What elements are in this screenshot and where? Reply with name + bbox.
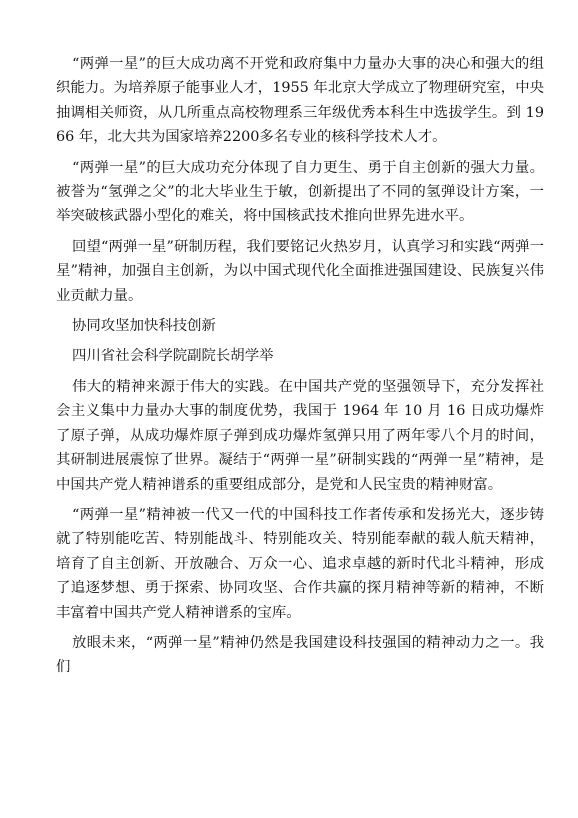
section-heading: 协同攻坚加快科技创新 (72, 318, 216, 335)
paragraph-spirit-inheritance: “两弹一星”精神被一代又一代的中国科技工作者传承和发扬光大，逐步铸就了特别能吃苦、特别能战斗、特别能攻关、特别能奉献的载人航天精神，培育了自主创新、开放融合、万众一心、追求卓越的新时代北斗精神，形成了追逐梦想、勇于探索、协同攻坚、合作共赢的探月精神等新的精神，不断丰富着中国共产党人精神谱系的宝库。 (56, 506, 544, 621)
paragraph-organizational-capacity: “两弹一星”的巨大成功离不开党和政府集中力量办大事的决心和强大的组织能力。为培养原子能事业人才，1955 年北京大学成立了物理研究室，中央抽调相关师资，从几所重点高校物理系三年级优秀本科生中选拔学生。到 1966 年，北大共为国家培养2200多名专业的核科学技术人才。 (56, 56, 544, 146)
paragraph-great-practice: 伟大的精神来源于伟大的实践。在中国共产党的坚强领导下，充分发挥社会主义集中力量办大事的制度优势，我国于 1964 年 10 月 16 日成功爆炸了原子弹，从成功爆炸原子弹到成功爆炸氢弹只用了两年零八个月的时间，其研制进展震惊了世界。凝结于“两弹一星”研制实践的“两弹一星”精神，是中国共产党人精神谱系的重要组成部分，是党和人民宝贵的精神财富。 (56, 378, 544, 493)
paragraph-self-reliance: “两弹一星”的巨大成功充分体现了自力更生、勇于自主创新的强大力量。被誉为“氢弹之父”的北大毕业生于敏，创新提出了不同的氢弹设计方案，一举突破核武器小型化的难关，将中国核武技术推向世界先进水平。 (56, 159, 544, 225)
paragraph-future: 放眼未来，“两弹一星”精神仍然是我国建设科技强国的精神动力之一。我们 (56, 634, 544, 676)
author-line: 四川省社会科学院副院长胡学举 (72, 348, 274, 365)
document-page (56, 52, 544, 686)
paragraph-looking-back: 回望“两弹一星”研制历程，我们要铭记火热岁月，认真学习和实践“两弹一星”精神，加强自主创新，为以中国式现代化全面推进强国建设、民族复兴伟业贡献力量。 (56, 238, 544, 304)
